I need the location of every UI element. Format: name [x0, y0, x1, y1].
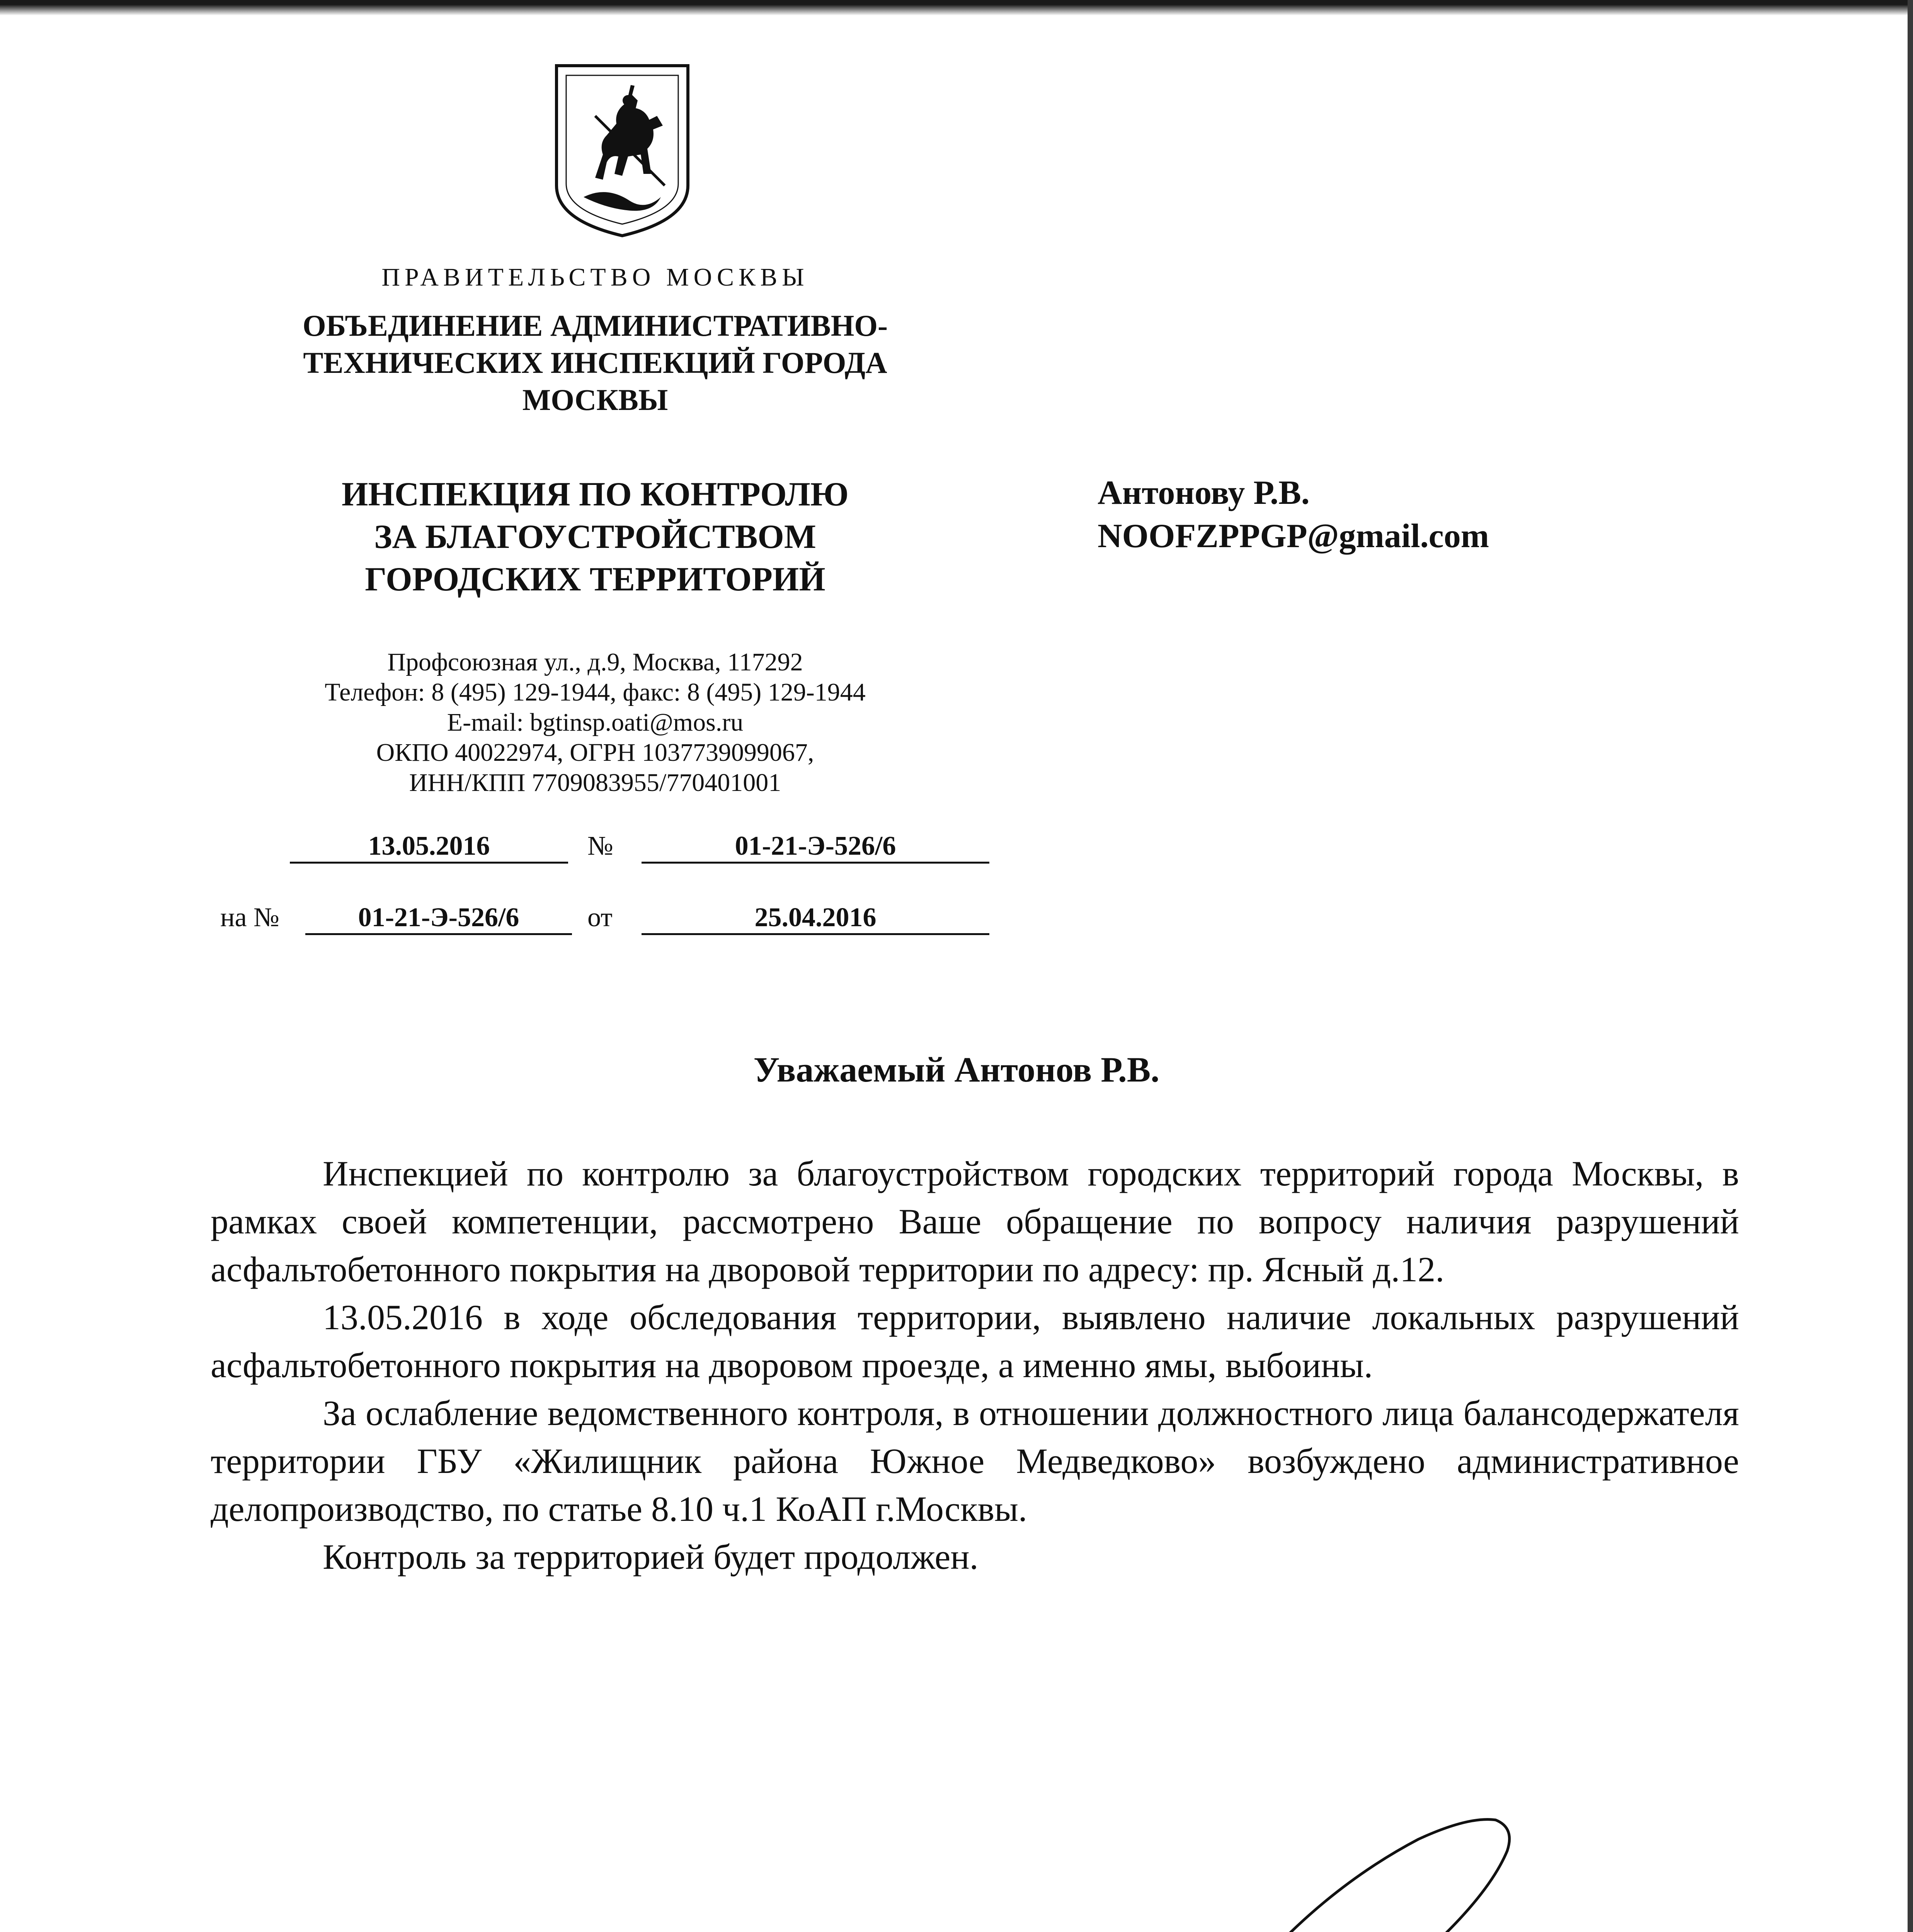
- association-line: МОСКВЫ: [522, 383, 668, 417]
- government-title: ПРАВИТЕЛЬСТВО МОСКВЫ: [381, 263, 809, 291]
- reply-to-label: на №: [220, 903, 279, 932]
- recipient-email: NOOFZPPGP@gmail.com: [1098, 517, 1489, 555]
- association-line: ТЕХНИЧЕСКИХ ИНСПЕКЦИЙ ГОРОДА: [303, 346, 887, 379]
- inspection-line: ЗА БЛАГОУСТРОЙСТВОМ: [374, 518, 816, 556]
- handwritten-signature: [935, 1812, 1538, 1932]
- phone-line: Телефон: 8 (495) 129-1944, факс: 8 (495) 129-1944: [325, 678, 866, 706]
- letter-body: [211, 1150, 1739, 1581]
- outgoing-date: 13.05.2016: [368, 831, 490, 861]
- inn-line: ИНН/КПП 7709083955/770401001: [409, 769, 781, 797]
- letter-paragraph: За ослабление ведомственного контроля, в отношении должностного лица балансодержателя территории ГБУ «Жилищник района Южное Медведково» возбуждено административное делопроизводство, по статье 8.10 ч.1 КоАП г.Москвы.: [211, 1393, 1739, 1529]
- outgoing-number: 01-21-Э-526/6: [735, 831, 896, 861]
- letter-greeting: Уважаемый Антонов Р.В.: [753, 1050, 1160, 1089]
- inspection-name: [251, 473, 939, 601]
- coat-of-arms-icon: [549, 58, 696, 240]
- outgoing-date-field: [290, 831, 568, 864]
- recipient-block: [1098, 471, 1793, 558]
- reply-to-date: 25.04.2016: [754, 903, 877, 932]
- association-line: ОБЪЕДИНЕНИЕ АДМИНИСТРАТИВНО-: [302, 309, 888, 342]
- inspection-line: ИНСПЕКЦИЯ ПО КОНТРОЛЮ: [342, 476, 849, 513]
- letter-paragraph: 13.05.2016 в ходе обследования территории, выявлено наличие локальных разрушений асфальтобетонного покрытия на дворовом проезде, а именно ямы, выбоины.: [211, 1298, 1739, 1385]
- from-label: от: [587, 903, 613, 932]
- outgoing-number-field: [642, 831, 989, 864]
- email-line: E-mail: bgtinsp.oati@mos.ru: [447, 708, 744, 736]
- inspection-line: ГОРОДСКИХ ТЕРРИТОРИЙ: [365, 561, 825, 598]
- okpo-line: ОКПО 40022974, ОГРН 1037739099067,: [376, 738, 814, 767]
- address-line: Профсоюзная ул., д.9, Москва, 117292: [387, 648, 803, 676]
- letter-paragraph: Инспекцией по контролю за благоустройством городских территорий города Москвы, в рамках своей компетенции, рассмотрено Ваше обращение по вопросу наличия разрушений асфальтобетонного покрытия на дворовой территории по адресу: пр. Ясный д.12.: [211, 1154, 1739, 1289]
- reply-to-number: 01-21-Э-526/6: [358, 903, 519, 932]
- scan-border-right: [1908, 0, 1913, 1932]
- recipient-name: Антонову Р.В.: [1098, 474, 1310, 512]
- association-name: [232, 307, 958, 418]
- scan-border-top: [0, 0, 1913, 15]
- letter-paragraph: Контроль за территорией будет продолжен.: [323, 1537, 979, 1577]
- number-label: №: [587, 831, 613, 861]
- contact-details: [216, 647, 974, 798]
- reply-to-date-field: [642, 902, 989, 935]
- reply-to-number-field: [305, 902, 572, 935]
